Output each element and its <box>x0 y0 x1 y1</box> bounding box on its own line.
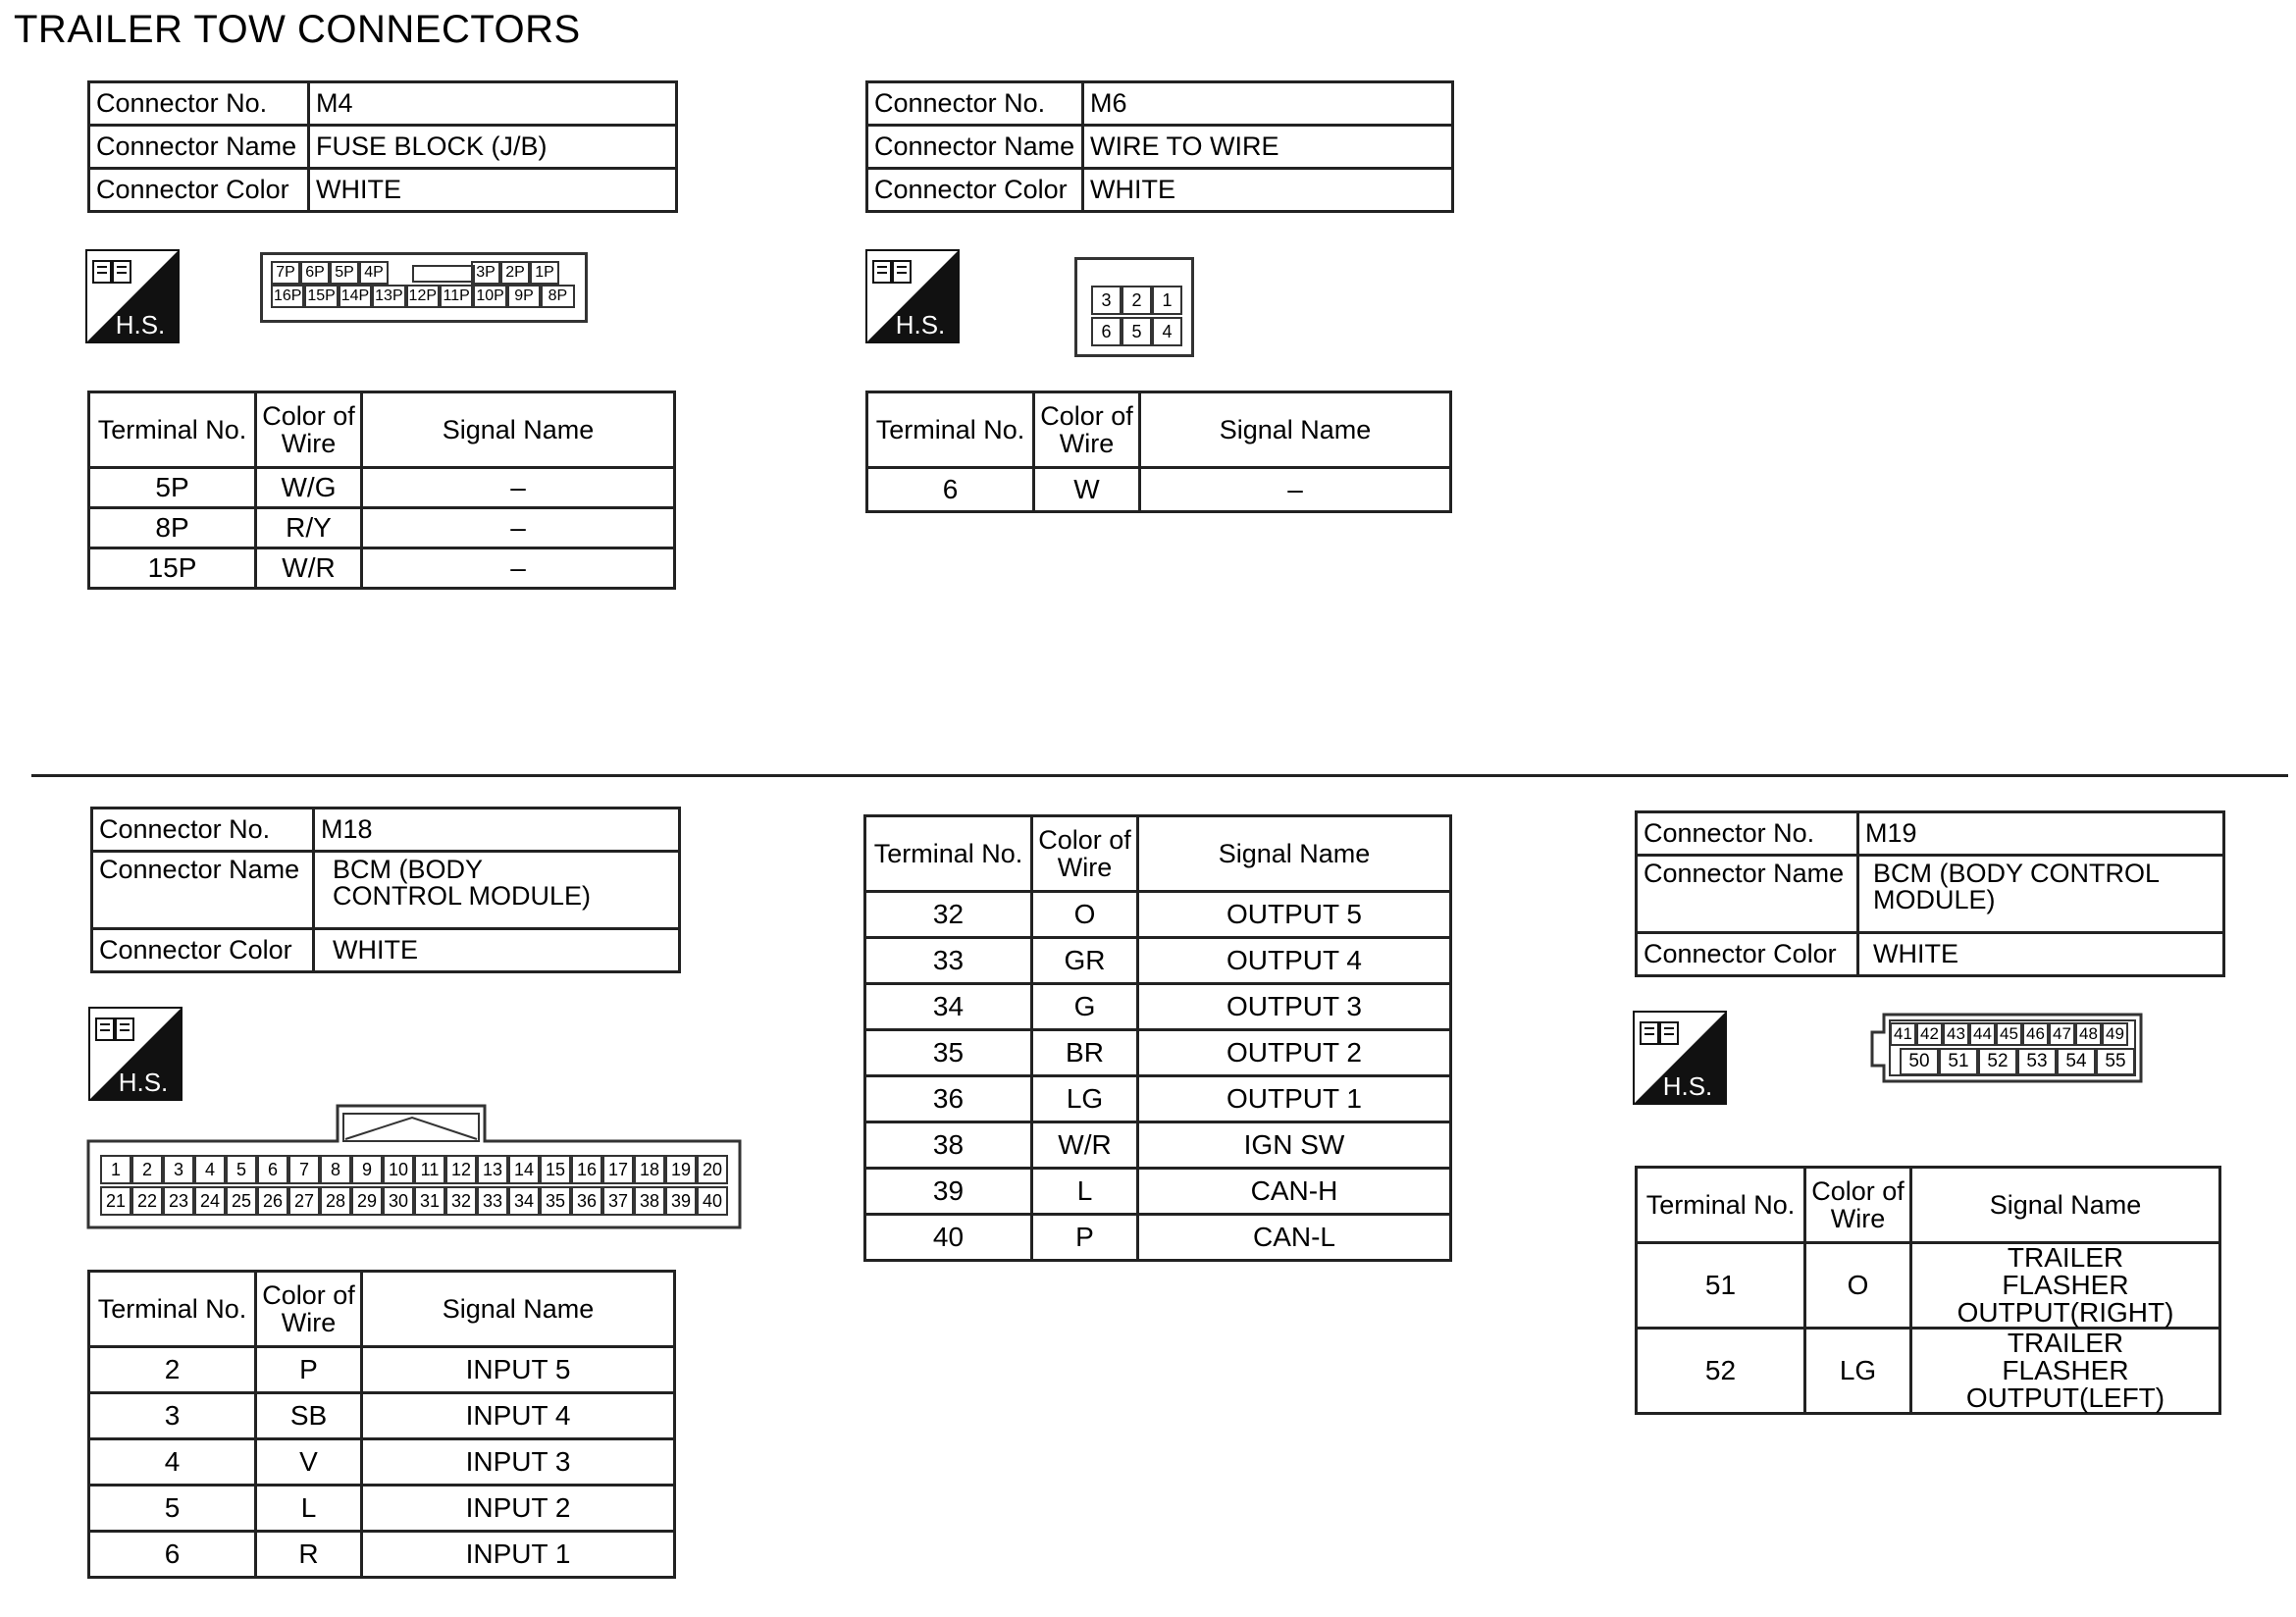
signal-name-header: Signal Name <box>362 1272 675 1347</box>
m19-pin: 53 <box>2017 1048 2057 1075</box>
terminal-no-cell: 33 <box>865 938 1032 984</box>
color-of-wire-header: Color of Wire <box>1032 816 1138 892</box>
m18-terminal-table-continued <box>863 814 1452 1262</box>
m19-pin: 46 <box>2022 1022 2049 1046</box>
m4-pin: 5P <box>330 261 359 285</box>
terminal-no-header: Terminal No. <box>1637 1168 1805 1243</box>
m19-pin: 48 <box>2075 1022 2102 1046</box>
terminal-no-cell: 4 <box>89 1439 256 1486</box>
m6-pin: 3 <box>1091 286 1122 315</box>
m18-terminal-row <box>89 1532 675 1578</box>
m18-connector-color-row <box>92 929 680 972</box>
m4-pin: 15P <box>304 285 338 308</box>
m19-pin: 45 <box>1996 1022 2022 1046</box>
terminal-no-cell: 39 <box>865 1169 1032 1215</box>
wire-color-cell: O <box>1032 892 1138 938</box>
connector-no-label: Connector No. <box>89 82 309 126</box>
m18-continued-terminal-row <box>865 984 1451 1030</box>
m18-pin: 25 <box>226 1186 257 1216</box>
m4-pin: 13P <box>372 285 405 308</box>
m6-pin: 2 <box>1122 286 1152 315</box>
signal-name-cell: OUTPUT 1 <box>1138 1076 1451 1122</box>
m18-pin: 8 <box>320 1155 351 1184</box>
m18-continued-terminal-row <box>865 938 1451 984</box>
connector-name-label: Connector Name <box>1637 856 1858 933</box>
color-of-wire-header: Color of Wire <box>256 1272 362 1347</box>
color-of-wire-header: Color of Wire <box>256 392 362 468</box>
m18-pin: 11 <box>414 1155 445 1184</box>
terminal-no-cell: 15P <box>89 548 256 589</box>
wire-color-cell: O <box>1805 1243 1911 1329</box>
m4-pin: 10P <box>473 285 506 308</box>
m18-pin: 27 <box>288 1186 320 1216</box>
wire-color-cell: L <box>256 1486 362 1532</box>
m4-pin: 2P <box>500 261 530 285</box>
signal-name-header: Signal Name <box>1911 1168 2220 1243</box>
terminal-no-cell: 2 <box>89 1347 256 1393</box>
m18-terminal-table <box>87 1270 676 1579</box>
terminal-no-cell: 3 <box>89 1393 256 1439</box>
m6-pin: 5 <box>1122 317 1152 346</box>
signal-name-cell: OUTPUT 3 <box>1138 984 1451 1030</box>
m18-pin: 26 <box>257 1186 288 1216</box>
wire-color-cell: W/G <box>256 468 362 508</box>
m18-connector-color: WHITE <box>314 929 680 972</box>
signal-name-cell: TRAILER FLASHER OUTPUT(LEFT) <box>1911 1329 2220 1414</box>
m19-pin: 47 <box>2049 1022 2075 1046</box>
m4-pin: 11P <box>440 285 473 308</box>
wire-color-cell: R/Y <box>256 508 362 548</box>
m19-connector-no-row <box>1637 812 2224 856</box>
m18-pin: 29 <box>351 1186 383 1216</box>
m18-pin: 34 <box>508 1186 540 1216</box>
m18-continued-terminal-row <box>865 1030 1451 1076</box>
terminal-no-cell: 38 <box>865 1122 1032 1169</box>
m18-connector-name: BCM (BODY CONTROL MODULE) <box>314 852 680 929</box>
m6-connector-color: WHITE <box>1083 169 1453 212</box>
m18-pin: 23 <box>163 1186 194 1216</box>
m19-terminal-header <box>1637 1168 2220 1243</box>
wire-color-cell: W/R <box>1032 1122 1138 1169</box>
signal-name-cell: INPUT 3 <box>362 1439 675 1486</box>
m18-pin: 16 <box>571 1155 602 1184</box>
m18-pin: 21 <box>100 1186 131 1216</box>
terminal-no-cell: 40 <box>865 1215 1032 1261</box>
signal-name-cell: INPUT 5 <box>362 1347 675 1393</box>
terminal-no-header: Terminal No. <box>89 1272 256 1347</box>
m18-terminal-header <box>89 1272 675 1347</box>
m19-connector-face <box>1890 1022 2135 1077</box>
m6-terminal-header <box>867 392 1451 468</box>
terminal-no-cell: 5P <box>89 468 256 508</box>
wire-color-cell: R <box>256 1532 362 1578</box>
m4-connector-color-row <box>89 169 677 212</box>
signal-name-cell: OUTPUT 2 <box>1138 1030 1451 1076</box>
m18-pin: 40 <box>697 1186 728 1216</box>
terminal-no-cell: 6 <box>89 1532 256 1578</box>
m18-pin: 1 <box>100 1155 131 1184</box>
m6-connector-name-row <box>867 126 1453 169</box>
m6-connector-no: M6 <box>1083 82 1453 126</box>
m4-connector-name: FUSE BLOCK (J/B) <box>309 126 677 169</box>
terminal-no-cell: 35 <box>865 1030 1032 1076</box>
signal-name-header: Signal Name <box>362 392 675 468</box>
m6-terminal-row <box>867 468 1451 512</box>
signal-name-cell: OUTPUT 4 <box>1138 938 1451 984</box>
m18-connector-face <box>96 1153 732 1220</box>
signal-name-cell: INPUT 2 <box>362 1486 675 1532</box>
m19-info-table <box>1635 810 2225 977</box>
color-of-wire-header: Color of Wire <box>1805 1168 1911 1243</box>
signal-name-cell: CAN-L <box>1138 1215 1451 1261</box>
wire-color-cell: P <box>1032 1215 1138 1261</box>
m18-continued-terminal-row <box>865 1122 1451 1169</box>
m6-hs-label: H.S. <box>895 310 946 339</box>
m18-pin: 9 <box>351 1155 383 1184</box>
m4-terminal-row <box>89 468 675 508</box>
m18-hs-label: H.S. <box>118 1068 169 1097</box>
m19-connector-name-row <box>1637 856 2224 933</box>
m18-harness-side-icon <box>88 1007 183 1101</box>
m4-connector-face <box>260 252 588 323</box>
m19-connector-color-row <box>1637 933 2224 976</box>
m19-pin: 42 <box>1916 1022 1943 1046</box>
m4-harness-side-icon <box>85 249 180 343</box>
m4-terminal-header <box>89 392 675 468</box>
terminal-no-cell: 8P <box>89 508 256 548</box>
connector-name-label: Connector Name <box>89 126 309 169</box>
m18-pin: 10 <box>383 1155 414 1184</box>
signal-name-cell: OUTPUT 5 <box>1138 892 1451 938</box>
wire-color-cell: P <box>256 1347 362 1393</box>
m6-pin: 4 <box>1152 317 1182 346</box>
wire-color-cell: L <box>1032 1169 1138 1215</box>
m6-info-table <box>865 80 1454 213</box>
m4-connector-no-row <box>89 82 677 126</box>
m4-connector-color: WHITE <box>309 169 677 212</box>
connector-color-label: Connector Color <box>89 169 309 212</box>
m18-continued-header <box>865 816 1451 892</box>
m18-info-table <box>90 807 681 973</box>
m18-pin: 32 <box>445 1186 477 1216</box>
m18-continued-terminal-row <box>865 892 1451 938</box>
m4-terminal-row <box>89 508 675 548</box>
m19-pin: 52 <box>1978 1048 2017 1075</box>
m4-pin: 3P <box>471 261 500 285</box>
terminal-no-cell: 6 <box>867 468 1034 512</box>
m4-pin: 1P <box>530 261 559 285</box>
wire-color-cell: V <box>256 1439 362 1486</box>
terminal-no-cell: 51 <box>1637 1243 1805 1329</box>
m18-pin: 28 <box>320 1186 351 1216</box>
wire-color-cell: BR <box>1032 1030 1138 1076</box>
m4-terminal-row <box>89 548 675 589</box>
m19-pin: 43 <box>1943 1022 1969 1046</box>
m6-terminal-table <box>865 391 1452 513</box>
m19-connector-name: BCM (BODY CONTROL MODULE) <box>1858 856 2224 933</box>
m18-pin: 19 <box>665 1155 697 1184</box>
connector-no-label: Connector No. <box>92 808 314 852</box>
signal-name-cell: – <box>362 468 675 508</box>
m6-harness-side-icon <box>865 249 960 343</box>
terminal-no-header: Terminal No. <box>89 392 256 468</box>
m18-pin: 18 <box>634 1155 665 1184</box>
m19-pin: 51 <box>1939 1048 1978 1075</box>
wire-color-cell: G <box>1032 984 1138 1030</box>
m18-pin: 30 <box>383 1186 414 1216</box>
terminal-no-cell: 36 <box>865 1076 1032 1122</box>
m18-pin: 14 <box>508 1155 540 1184</box>
connector-color-label: Connector Color <box>92 929 314 972</box>
m18-pin: 13 <box>477 1155 508 1184</box>
section-divider <box>31 774 2288 777</box>
m18-pin: 7 <box>288 1155 320 1184</box>
m18-pin: 15 <box>540 1155 571 1184</box>
m18-connector-no-row <box>92 808 680 852</box>
signal-name-header: Signal Name <box>1138 816 1451 892</box>
m18-pin: 24 <box>194 1186 226 1216</box>
m4-pin: 9P <box>507 285 541 308</box>
m4-connector-name-row <box>89 126 677 169</box>
m18-pin: 39 <box>665 1186 697 1216</box>
m18-pin: 36 <box>571 1186 602 1216</box>
m18-connector-name-row <box>92 852 680 929</box>
m19-pin: 44 <box>1969 1022 1996 1046</box>
wire-color-cell: LG <box>1032 1076 1138 1122</box>
wire-color-cell: W <box>1034 468 1140 512</box>
m19-terminal-row <box>1637 1329 2220 1414</box>
m18-pin: 38 <box>634 1186 665 1216</box>
m18-pin: 12 <box>445 1155 477 1184</box>
signal-name-cell: CAN-H <box>1138 1169 1451 1215</box>
m18-pin: 35 <box>540 1186 571 1216</box>
terminal-no-cell: 52 <box>1637 1329 1805 1414</box>
m18-pin: 17 <box>602 1155 634 1184</box>
m19-pin: 49 <box>2102 1022 2128 1046</box>
m19-connector-color: WHITE <box>1858 933 2224 976</box>
signal-name-cell: – <box>362 508 675 548</box>
page-title: TRAILER TOW CONNECTORS <box>14 8 581 51</box>
m18-pin: 6 <box>257 1155 288 1184</box>
m18-pin: 20 <box>697 1155 728 1184</box>
m4-pin: 6P <box>300 261 330 285</box>
m4-hs-label: H.S. <box>115 310 166 339</box>
m18-connector-no: M18 <box>314 808 680 852</box>
signal-name-cell: INPUT 4 <box>362 1393 675 1439</box>
connector-name-label: Connector Name <box>867 126 1083 169</box>
signal-name-cell: INPUT 1 <box>362 1532 675 1578</box>
m6-pin: 6 <box>1091 317 1122 346</box>
m18-continued-terminal-row <box>865 1169 1451 1215</box>
m18-pin: 3 <box>163 1155 194 1184</box>
wire-color-cell: LG <box>1805 1329 1911 1414</box>
m4-info-table <box>87 80 678 213</box>
m4-pin: 14P <box>339 285 372 308</box>
m4-pin: 8P <box>541 285 574 308</box>
m19-pin: 55 <box>2096 1048 2135 1075</box>
terminal-no-cell: 34 <box>865 984 1032 1030</box>
m18-pin: 4 <box>194 1155 226 1184</box>
m4-blank-slot <box>412 265 475 283</box>
m18-pin: 5 <box>226 1155 257 1184</box>
m18-continued-terminal-row <box>865 1215 1451 1261</box>
m6-connector-name: WIRE TO WIRE <box>1083 126 1453 169</box>
connector-no-label: Connector No. <box>1637 812 1858 856</box>
connector-color-label: Connector Color <box>867 169 1083 212</box>
m19-hs-label: H.S. <box>1662 1071 1713 1101</box>
connector-no-label: Connector No. <box>867 82 1083 126</box>
m6-pin: 1 <box>1152 286 1182 315</box>
m18-terminal-row <box>89 1486 675 1532</box>
m18-pin: 2 <box>131 1155 163 1184</box>
m19-harness-side-icon <box>1633 1011 1727 1105</box>
m19-pin: 41 <box>1890 1022 1916 1046</box>
m18-pin: 37 <box>602 1186 634 1216</box>
m18-pin: 33 <box>477 1186 508 1216</box>
m19-pin: 50 <box>1900 1048 1939 1075</box>
m19-terminal-row <box>1637 1243 2220 1329</box>
signal-name-cell: TRAILER FLASHER OUTPUT(RIGHT) <box>1911 1243 2220 1329</box>
wire-color-cell: W/R <box>256 548 362 589</box>
wire-color-cell: GR <box>1032 938 1138 984</box>
terminal-no-header: Terminal No. <box>867 392 1034 468</box>
m18-continued-terminal-row <box>865 1076 1451 1122</box>
m6-connector-color-row <box>867 169 1453 212</box>
m18-pin: 22 <box>131 1186 163 1216</box>
signal-name-cell: – <box>1140 468 1451 512</box>
m4-pin: 16P <box>271 285 304 308</box>
terminal-no-cell: 32 <box>865 892 1032 938</box>
wire-color-cell: SB <box>256 1393 362 1439</box>
m18-terminal-row <box>89 1393 675 1439</box>
signal-name-header: Signal Name <box>1140 392 1451 468</box>
m4-pin: 7P <box>271 261 300 285</box>
m6-connector-no-row <box>867 82 1453 126</box>
m6-connector-face <box>1074 257 1194 357</box>
signal-name-cell: – <box>362 548 675 589</box>
terminal-no-cell: 5 <box>89 1486 256 1532</box>
m18-terminal-row <box>89 1439 675 1486</box>
m18-pin: 31 <box>414 1186 445 1216</box>
m4-connector-no: M4 <box>309 82 677 126</box>
m19-connector-no: M19 <box>1858 812 2224 856</box>
connector-name-label: Connector Name <box>92 852 314 929</box>
signal-name-cell: IGN SW <box>1138 1122 1451 1169</box>
m4-pin: 12P <box>406 285 440 308</box>
m4-pin: 4P <box>359 261 389 285</box>
m4-terminal-table <box>87 391 676 590</box>
terminal-no-header: Terminal No. <box>865 816 1032 892</box>
m19-terminal-table <box>1635 1166 2221 1415</box>
m19-pin: 54 <box>2057 1048 2096 1075</box>
color-of-wire-header: Color of Wire <box>1034 392 1140 468</box>
connector-color-label: Connector Color <box>1637 933 1858 976</box>
m18-terminal-row <box>89 1347 675 1393</box>
